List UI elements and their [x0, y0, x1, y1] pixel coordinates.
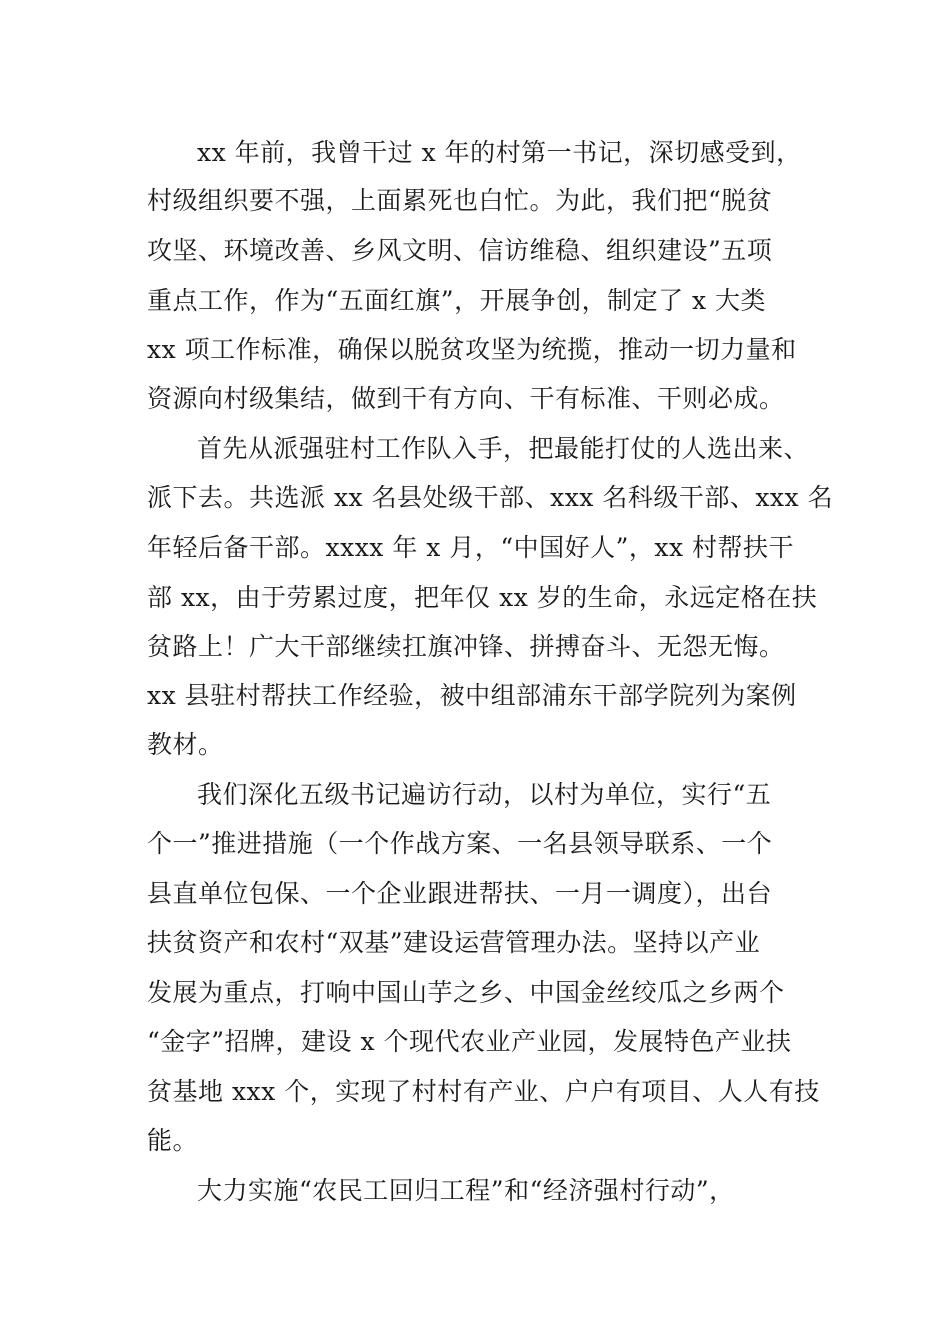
text-line: 贫路上！广大干部继续扛旗冲锋、拼搏奋斗、无怨无悔。 — [147, 632, 785, 661]
text-line: 攻坚、环境改善、乡风文明、信访维稳、组织建设”五项 — [147, 236, 773, 265]
text-line: 资源向村级集结，做到干有方向、干有标准、干则必成。 — [147, 384, 785, 413]
text-line: 贫基地 xxx 个，实现了村村有产业、户户有项目、人人有技 — [147, 1077, 820, 1106]
text-line: 重点工作，作为“五面红旗”，开展争创，制定了 x 大类 — [147, 286, 767, 315]
text-line: 教材。 — [147, 730, 224, 759]
text-line: 发展为重点，打响中国山芋之乡、中国金丝绞瓜之乡两个 — [147, 978, 785, 1007]
text-line: xx 年前，我曾干过 x 年的村第一书记，深切感受到， — [197, 138, 802, 167]
text-line: 能。 — [147, 1126, 199, 1155]
text-line: xx 项工作标准，确保以脱贫攻坚为统揽，推动一切力量和 — [147, 335, 797, 364]
text-line: 大力实施“农民工回归工程”和“经济强村行动”， — [197, 1176, 735, 1205]
text-line: 派下去。共选派 xx 名县处级干部、xxx 名科级干部、xxx 名 — [147, 483, 834, 512]
text-line: 我们深化五级书记遍访行动，以村为单位，实行“五 — [197, 780, 772, 809]
text-line: xx 县驻村帮扶工作经验，被中组部浦东干部学院列为案例 — [147, 681, 797, 710]
text-line: 首先从派强驻村工作队入手，把最能打仗的人选出来、 — [197, 434, 810, 463]
text-line: 县直单位包保、一个企业跟进帮扶、一月一调度），出台 — [147, 879, 773, 908]
text-line: 年轻后备干部。xxxx 年 x 月，“中国好人”，xx 村帮扶干 — [147, 533, 795, 562]
text-line: 扶贫资产和农村“双基”建设运营管理办法。坚持以产业 — [147, 928, 761, 957]
text-line: 村级组织要不强，上面累死也白忙。为此，我们把“脱贫 — [147, 186, 773, 215]
text-line: 个一”推进措施（一个作战方案、一名县领导联系、一个 — [147, 829, 773, 858]
text-line: 部 xx，由于劳累过度，把年仅 xx 岁的生命，永远定格在扶 — [147, 583, 818, 612]
text-line: “金字”招牌，建设 x 个现代农业产业园，发展特色产业扶 — [147, 1027, 792, 1056]
